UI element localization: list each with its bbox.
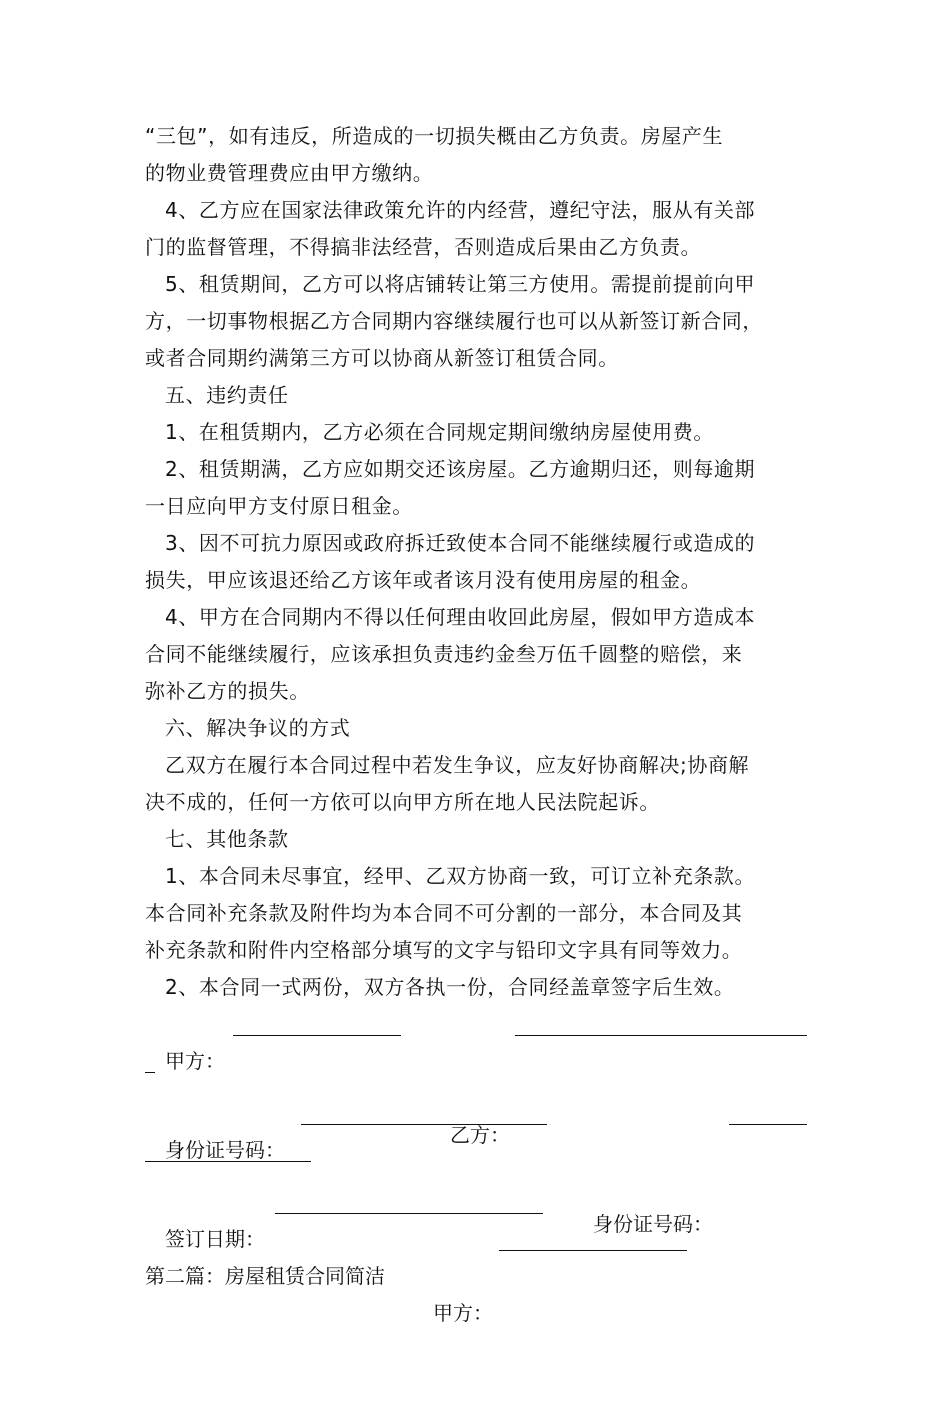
breach-clause-2: 2、租赁期满，乙方应如期交还该房屋。乙方逾期归还，则每逾期 [165,457,756,481]
second-contract-row [145,1221,813,1325]
breach-clause-3: 3、因不可抗力原因或政府拆迁致使本合同不能继续履行或造成的 [165,531,756,555]
text-line: 方，一切事物根据乙方合同期内容继续履行也可以从新签订新合同， [145,309,763,333]
text-line: “三包”，如有违反，所造成的一切损失概由乙方负责。房屋产生 [145,124,724,148]
breach-clause-1: 1、在租赁期内，乙方必须在合同规定期间缴纳房屋使用费。 [165,420,714,444]
text-line: 本合同补充条款及附件均为本合同不可分割的一部分，本合同及其 [145,901,743,925]
id-b-blank [729,1100,807,1125]
section-heading-breach: 五、违约责任 [165,383,289,407]
date-blank [275,1189,543,1214]
second-party-a-label: 甲方： [433,1301,493,1325]
section-heading-dispute: 六、解决争议的方式 [165,716,351,740]
party-a-label: 甲方： [165,1049,225,1073]
id-b-blank-tail [145,1137,311,1162]
text-line: 损失，甲应该退还给乙方该年或者该月没有使用房屋的租金。 [145,568,702,592]
text-line: 一日应向甲方支付原日租金。 [145,494,413,518]
id-a-blank [301,1100,547,1125]
other-clause-2: 2、本合同一式两份，双方各执一份，合同经盖章签字后生效。 [165,975,735,999]
party-b-blank [515,1011,807,1036]
clause-4: 4、乙方应在国家法律政策允许的内经营，遵纪守法，服从有关部 [165,198,756,222]
text-line: 或者合同期约满第三方可以协商从新签订租赁合同。 [145,346,619,370]
text-line: 补充条款和附件内空格部分填写的文字与铅印文字具有同等效力。 [145,938,743,962]
second-contract-title: 第二篇：房屋租赁合同简洁 [145,1264,385,1288]
text-line: 合同不能继续履行，应该承担负责违约金叁万伍千圆整的赔偿，来 [145,642,743,666]
party-b-label: 乙方： [450,1123,510,1147]
party-b-blank-continued [145,1043,813,1080]
text-line: 门的监督管理，不得搞非法经营，否则造成后果由乙方负责。 [145,235,702,259]
dispute-clause: 乙双方在履行本合同过程中若发生争议，应友好协商解决;协商解 [165,753,750,777]
contract-body [145,118,813,1325]
date-label: 签订日期： [165,1227,265,1251]
id-b-blank-continued [145,1132,813,1169]
breach-clause-4: 4、甲方在合同期内不得以任何理由收回此房屋，假如甲方造成本 [165,605,756,629]
other-clause-1: 1、本合同未尽事宜，经甲、乙双方协商一致，可订立补充条款。 [165,864,756,888]
text-line: 决不成的，任何一方依可以向甲方所在地人民法院起诉。 [145,790,660,814]
section-heading-other: 七、其他条款 [165,827,289,851]
party-b-blank-tail [145,1048,155,1073]
text-line: 的物业费管理费应由甲方缴纳。 [145,161,434,185]
second-party-a-blank [499,1226,687,1251]
id-b-label: 身份证号码： [593,1212,713,1236]
id-a-label: 身份证号码： [165,1138,285,1162]
text-line: 弥补乙方的损失。 [145,679,310,703]
party-signature-row [145,1006,813,1147]
party-a-blank [233,1011,401,1036]
clause-5: 5、租赁期间，乙方可以将店铺转让第三方使用。需提前提前向甲 [165,272,756,296]
